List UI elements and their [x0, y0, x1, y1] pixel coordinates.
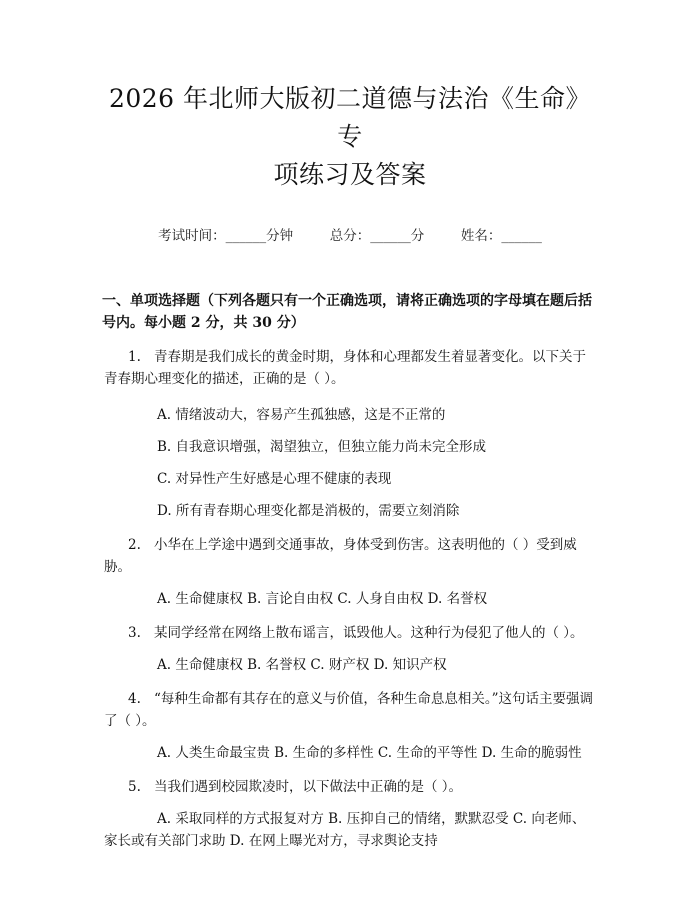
question-number: 2. [128, 537, 141, 553]
question-3-options: A. 生命健康权 B. 名誉权 C. 财产权 D. 知识产权 [157, 657, 447, 673]
question-3-stem [104, 622, 596, 644]
question-number: 4. [128, 691, 141, 707]
question-4-stem [104, 688, 596, 732]
section-heading: 一、单项选择题（下列各题只有一个正确选项，请将正确选项的字母填在题后括号内。每小题 2 分，共 30 分） [102, 293, 592, 331]
question-2-options: A. 生命健康权 B. 言论自由权 C. 人身自由权 D. 名誉权 [157, 591, 488, 607]
exam-info-line [104, 224, 596, 244]
question-5-options: A. 采取同样的方式报复对方 B. 压抑自己的情绪，默默忍受 C. 向老师、家长或有关部门求助 D. 在网上曝光对方，寻求舆论支持 [104, 811, 586, 849]
question-1-option-a: A. 情绪波动大，容易产生孤独感，这是不正常的 [157, 407, 446, 423]
question-text: “每种生命都有其存在的意义与价值，各种生命息息相关。”这句话主要强调了（ ）。 [104, 691, 594, 729]
time-unit: 分钟 [266, 228, 294, 244]
question-number: 3. [128, 625, 141, 641]
score-label: 总分： [329, 228, 371, 244]
time-blank: ______ [225, 228, 267, 244]
name-label: 姓名： [460, 228, 502, 244]
question-1-option-d: D. 所有青春期心理变化都是消极的，需要立刻消除 [157, 503, 460, 519]
question-5-stem [104, 776, 596, 798]
document-title [104, 0, 596, 194]
question-1-option-b: B. 自我意识增强，渴望独立，但独立能力尚未完全形成 [157, 439, 487, 455]
question-number: 1. [128, 349, 141, 365]
question-text: 某同学经常在网络上散布谣言，诋毁他人。这种行为侵犯了他人的（ ）。 [154, 625, 584, 641]
name-blank: ______ [501, 228, 542, 244]
question-2-stem [104, 534, 596, 578]
question-text: 当我们遇到校园欺凌时，以下做法中正确的是（ ）。 [154, 779, 463, 795]
question-text: 小华在上学途中遇到交通事故，身体受到伤害。这表明他的（ ）受到威胁。 [104, 537, 577, 575]
score-blank: ______ [370, 228, 411, 244]
question-number: 5. [128, 779, 141, 795]
question-text: 青春期是我们成长的黄金时期，身体和心理都发生着显著变化。以下关于青春期心理变化的描述，正确的是（ ）。 [104, 349, 586, 387]
title-line-1: 2026 年北师大版初二道德与法治《生命》专 [108, 84, 592, 151]
score-unit: 分 [410, 228, 425, 244]
question-4-options: A. 人类生命最宝贵 B. 生命的多样性 C. 生命的平等性 D. 生命的脆弱性 [157, 745, 582, 761]
question-1-stem [104, 346, 596, 390]
title-line-2: 项练习及答案 [273, 160, 427, 189]
question-1-option-c: C. 对异性产生好感是心理不健康的表现 [157, 471, 392, 487]
time-label: 考试时间： [158, 228, 226, 244]
